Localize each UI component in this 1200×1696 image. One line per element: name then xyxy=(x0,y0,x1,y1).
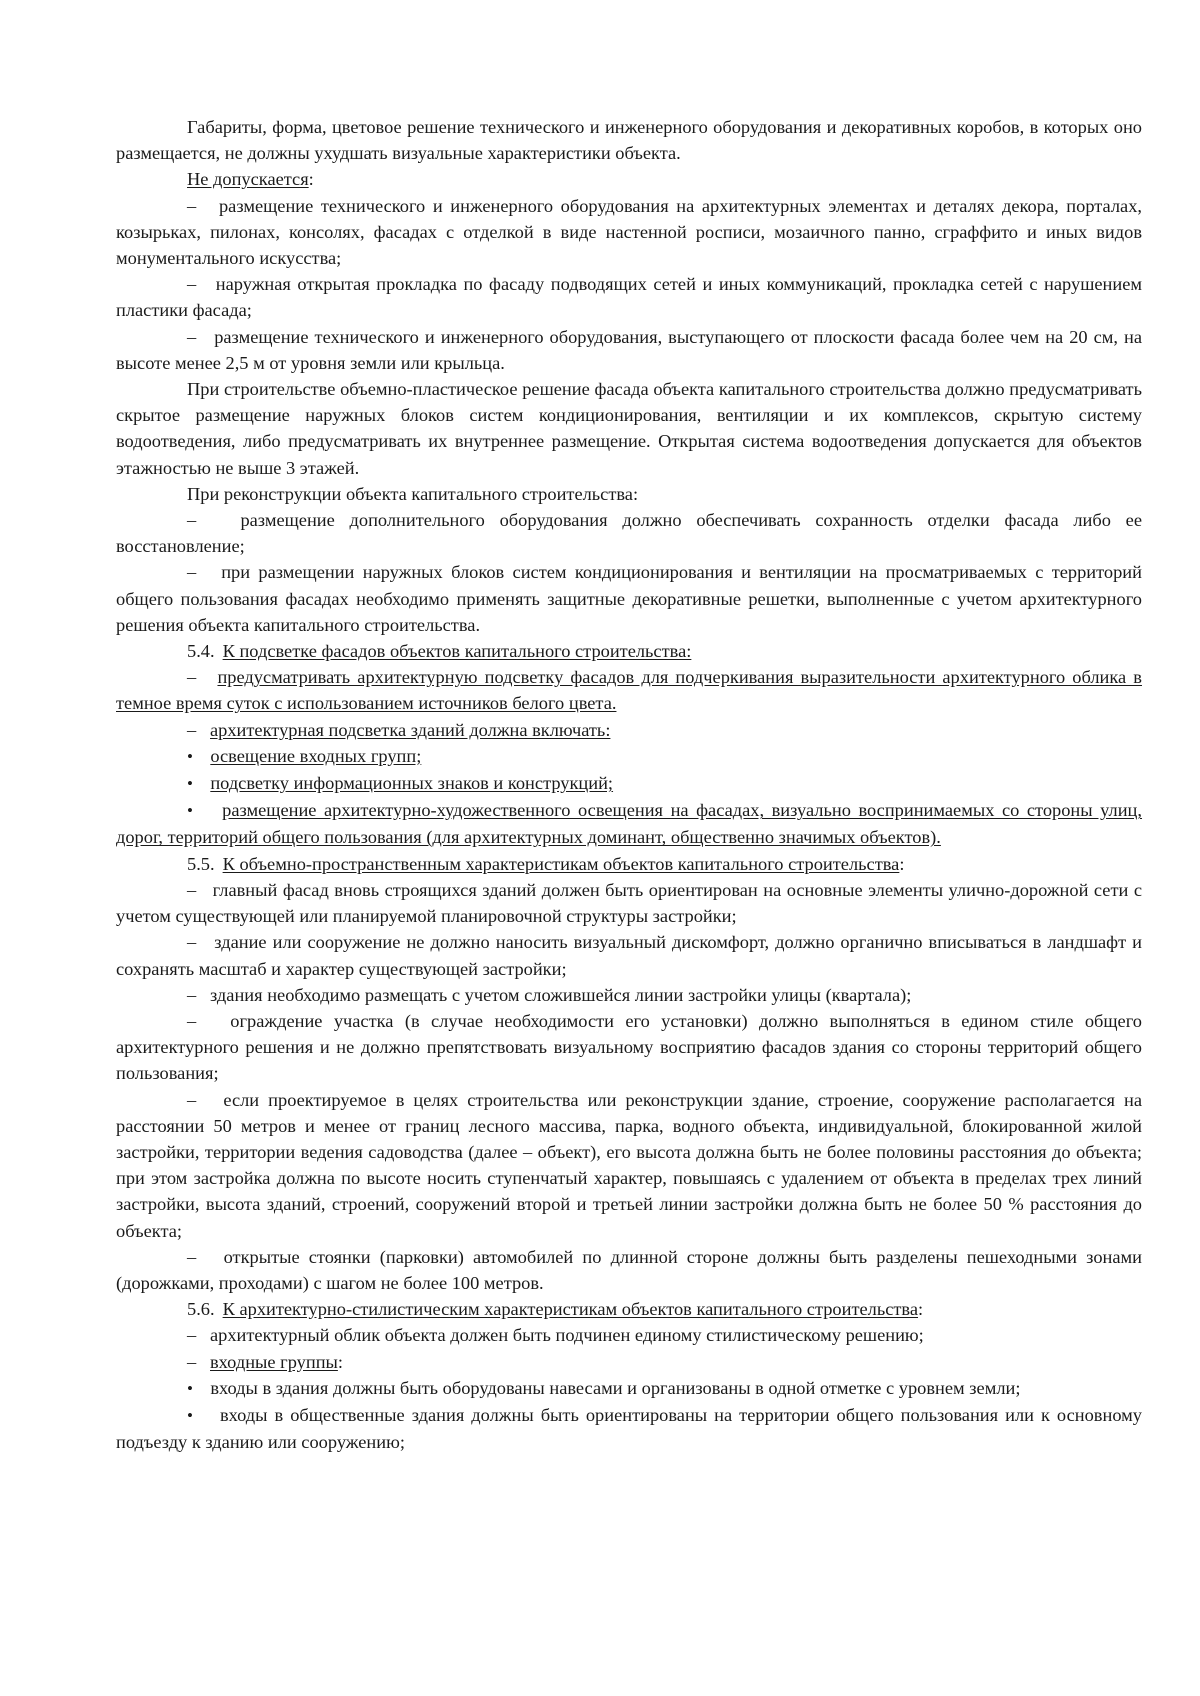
list-item-bullet-underlined xyxy=(116,770,1142,797)
list-item-dash-label xyxy=(116,1349,1142,1375)
list-item-text: архитектурная подсветка зданий должна включать: xyxy=(210,719,611,740)
label-suffix: : xyxy=(337,1351,344,1372)
list-item-bullet-underlined xyxy=(116,797,1142,850)
section-title: К архитектурно-стилистическим характеристикам объектов капитального строительства xyxy=(222,1299,919,1320)
list-item-dash xyxy=(116,877,1142,929)
list-item-text: предусматривать архитектурную подсветку фасадов для подчеркивания выразительности архитектурного облика в темное время суток с использованием источников белого цвета. xyxy=(116,667,1142,714)
paragraph-text: При реконструкции объекта капитального строительства: xyxy=(187,483,639,504)
list-item-text: подсветку информационных знаков и конструкций; xyxy=(210,773,614,794)
list-item-dash xyxy=(116,271,1142,323)
list-item-text: размещение технического и инженерного оборудования, выступающего от плоскости фасада более чем на 20 см, на высоте менее 2,5 м от уровня земли или крыльца. xyxy=(116,326,1143,373)
list-item-text: размещение технического и инженерного оборудования на архитектурных элементах и деталях декора, порталах, козырьках, пилонах, консолях, фасадах с отделкой в виде настенной росписи, мозаичного панно, сграффито и иных видов монументального искусства; xyxy=(116,195,1142,269)
list-item-dash xyxy=(116,1322,1142,1348)
list-item-text: архитектурный облик объекта должен быть подчинен единому стилистическому решению; xyxy=(210,1325,924,1346)
list-item-dash xyxy=(116,193,1142,272)
list-item-dash xyxy=(116,507,1142,559)
list-item-text: открытые стоянки (парковки) автомобилей по длинной стороне должны быть разделены пешеходными зонами (дорожками, проходами) с шагом не более 100 метров. xyxy=(116,1246,1142,1293)
list-item-dash xyxy=(116,1008,1142,1087)
section-heading-5-5 xyxy=(116,851,1142,877)
list-item-text: здания необходимо размещать с учетом сложившейся линии застройки улицы (квартала); xyxy=(210,984,912,1005)
list-item-dash xyxy=(116,929,1142,981)
list-item-bullet-underlined xyxy=(116,743,1142,770)
list-item-dash-underlined xyxy=(116,717,1142,743)
section-number: 5.6. xyxy=(187,1299,215,1320)
section-number: 5.5. xyxy=(187,853,215,874)
list-item-dash xyxy=(116,559,1142,638)
paragraph-equipment-dimensions xyxy=(116,114,1142,166)
section-heading-5-4 xyxy=(116,638,1142,664)
list-item-bullet xyxy=(116,1375,1142,1402)
entrance-groups-label: входные группы xyxy=(210,1351,338,1372)
list-item-text: ограждение участка (в случае необходимости его установки) должно выполняться в едином стиле общего архитектурного решения и не должно препятствовать визуальному восприятию фасадов здания со стороны территорий общего пользования; xyxy=(116,1010,1143,1084)
section-title-suffix: : xyxy=(899,853,905,874)
paragraph-construction xyxy=(116,376,1142,481)
label-suffix: : xyxy=(308,169,314,190)
paragraph-text: Габариты, форма, цветовое решение технического и инженерного оборудования и декоративных коробов, в которых оно размещается, не должны ухудшать визуальные характеристики объекта. xyxy=(116,117,1142,164)
list-item-text: наружная открытая прокладка по фасаду подводящих сетей и иных коммуникаций, прокладка сетей с нарушением пластики фасада; xyxy=(116,274,1142,321)
section-title: К подсветке фасадов объектов капитального строительства: xyxy=(222,641,692,662)
paragraph-not-allowed-heading xyxy=(116,166,1142,192)
section-number: 5.4. xyxy=(187,641,215,662)
list-item-text: освещение входных групп; xyxy=(210,745,422,766)
list-item-text: главный фасад вновь строящихся зданий должен быть ориентирован на основные элементы улично-дорожной сети с учетом существующей или планируемой планировочной структуры застройки; xyxy=(116,879,1142,927)
list-item-text: здание или сооружение не должно наносить визуальный дискомфорт, должно органично вписываться в ландшафт и сохранять масштаб и характер существующей застройки; xyxy=(116,932,1142,979)
list-item-dash-underlined xyxy=(116,664,1142,716)
section-title-suffix: : xyxy=(918,1299,924,1320)
list-item-bullet xyxy=(116,1402,1142,1455)
section-title: К объемно-пространственным характеристикам объектов капитального строительства xyxy=(222,853,900,874)
section-heading-5-6 xyxy=(116,1296,1142,1322)
list-item-dash xyxy=(116,982,1142,1008)
list-item-text: входы в общественные здания должны быть ориентированы на территории общего пользования или к основному подъезду к зданию или сооружению; xyxy=(116,1404,1142,1453)
list-item-dash xyxy=(116,324,1142,376)
list-item-dash xyxy=(116,1087,1142,1244)
list-item-text: при размещении наружных блоков систем кондиционирования и вентиляции на просматриваемых с территорий общего пользования фасадах необходимо применять защитные декоративные решетки, выполненные с учетом архитектурного решения объекта капитального строительства. xyxy=(116,562,1142,635)
not-allowed-label: Не допускается xyxy=(187,169,309,190)
paragraph-text: При строительстве объемно-пластическое решение фасада объекта капитального строительства должно предусматривать скрытое размещение наружных блоков систем кондиционирования, вентиляции и их комплексов, скрытую систему водоотведения, либо предусматривать их внутреннее размещение. Открытая система водоотведения допускается для объектов этажностью не выше 3 этажей. xyxy=(116,379,1142,478)
list-item-text: входы в здания должны быть оборудованы навесами и организованы в одной отметке с уровнем земли; xyxy=(210,1377,1021,1398)
list-item-text: если проектируемое в целях строительства или реконструкции здание, строение, сооружение располагается на расстоянии 50 метров и менее от границ лесного массива, парка, водного объекта, индивидуальной, блокированной жилой застройки, территории ведения садоводства (далее – объект), его высота должна быть не более половины расстояния до объекта; при этом застройка должна по высоте носить ступенчатый характер, повышаясь с удалением от объекта в пределах трех линий застройки, высота зданий, строений, сооружений второй и третьей линии застройки должна быть не более 50 % расстояния до объекта; xyxy=(116,1089,1142,1241)
list-item-text: размещение архитектурно-художественного освещения на фасадах, визуально воспринимаемых со стороны улиц, дорог, территорий общего пользования (для архитектурных доминант, общественно значимых объектов). xyxy=(116,800,1143,848)
list-item-text: размещение дополнительного оборудования должно обеспечивать сохранность отделки фасада либо ее восстановление; xyxy=(116,510,1142,557)
list-item-dash xyxy=(116,1244,1142,1296)
paragraph-reconstruction xyxy=(116,481,1142,507)
